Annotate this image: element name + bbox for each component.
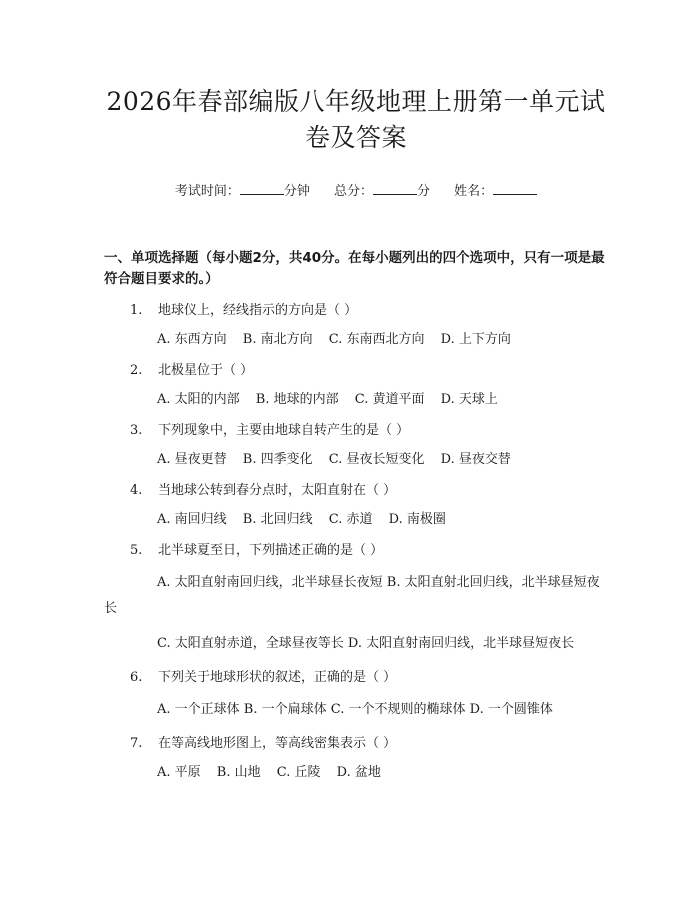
option-b: B. 地球的内部 — [255, 392, 339, 407]
option-b: B. 北回归线 — [242, 512, 313, 527]
question-options-cd: C. 太阳直射赤道，全球昼夜等长 D. 太阳直射南回归线，北半球昼短夜长 — [157, 636, 575, 651]
option-a: A. 南回归线 — [157, 512, 227, 527]
student-name-field — [454, 182, 537, 201]
option-c: C. 丘陵 — [276, 765, 321, 780]
student-name-blank — [493, 182, 537, 195]
option-b: B. 四季变化 — [242, 452, 313, 467]
question-number: 1. — [130, 303, 143, 318]
exam-title — [104, 0, 608, 156]
option-c: C. 赤道 — [328, 512, 373, 527]
option-b: B. 山地 — [216, 765, 261, 780]
option-c: C. 黄道平面 — [354, 392, 425, 407]
total-score-label: 总分： — [333, 184, 373, 199]
exam-time-unit: 分钟 — [283, 184, 310, 199]
option-d: D. 上下方向 — [440, 332, 511, 347]
option-d: D. 天球上 — [440, 392, 498, 407]
option-a: A. 太阳的内部 — [157, 392, 240, 407]
question-text: 北半球夏至日，下列描述正确的是（ ） — [158, 543, 384, 558]
question-number: 5. — [130, 543, 143, 558]
question-options — [104, 390, 608, 410]
option-d: D. 南极圈 — [388, 512, 446, 527]
question — [104, 668, 608, 688]
question — [104, 301, 608, 321]
exam-title-line2: 卷及答案 — [304, 123, 407, 152]
question-text: 北极星位于（ ） — [158, 363, 254, 378]
question — [104, 481, 608, 501]
total-score-blank — [373, 182, 417, 195]
option-a: A. 平原 — [157, 765, 201, 780]
option-d: D. 昼夜交替 — [440, 452, 511, 467]
question-number: 6. — [130, 670, 143, 685]
exam-info-bar — [104, 182, 608, 201]
question-options-ab: A. 太阳直射南回归线，北半球昼长夜短 B. 太阳直射北回归线，北半球昼短夜长 — [104, 575, 600, 616]
question-number: 4. — [130, 483, 143, 498]
exam-time-label: 考试时间： — [174, 184, 240, 199]
option-a: A. 东西方向 — [157, 332, 227, 347]
question-number: 7. — [130, 736, 143, 751]
question — [104, 734, 608, 754]
question-options — [104, 330, 608, 350]
question-options: A. 一个正球体 B. 一个扁球体 C. 一个不规则的椭球体 D. 一个圆锥体 — [157, 702, 553, 717]
question-text: 下列现象中，主要由地球自转产生的是（ ） — [158, 423, 410, 438]
question-text: 在等高线地形图上，等高线密集表示（ ） — [158, 736, 397, 751]
question-number: 2. — [130, 363, 143, 378]
question — [104, 541, 608, 561]
question-options — [104, 450, 608, 470]
option-b: B. 南北方向 — [242, 332, 313, 347]
option-c: C. 东南西北方向 — [328, 332, 425, 347]
exam-time-blank — [240, 182, 284, 195]
question-text: 地球仪上，经线指示的方向是（ ） — [158, 303, 358, 318]
question-options — [104, 510, 608, 530]
total-score-unit: 分 — [417, 184, 431, 199]
question-text: 下列关于地球形状的叙述，正确的是（ ） — [158, 670, 397, 685]
question — [104, 361, 608, 381]
exam-title-line1: 2026年春部编版八年级地理上册第一单元试 — [106, 87, 606, 116]
option-d: D. 盆地 — [336, 765, 381, 780]
option-c: C. 昼夜长短变化 — [328, 452, 425, 467]
total-score-field — [334, 182, 430, 201]
question-options — [104, 763, 608, 783]
question-text: 当地球公转到春分点时，太阳直射在（ ） — [158, 483, 397, 498]
question — [104, 421, 608, 441]
section-heading: 一、单项选择题（每小题2分，共40分。在每小题列出的四个选项中，只有一项是最符合题目要求的。） — [104, 250, 605, 287]
exam-time-field — [175, 182, 310, 201]
student-name-label: 姓名： — [454, 184, 494, 199]
question-number: 3. — [130, 423, 143, 438]
option-a: A. 昼夜更替 — [157, 452, 227, 467]
